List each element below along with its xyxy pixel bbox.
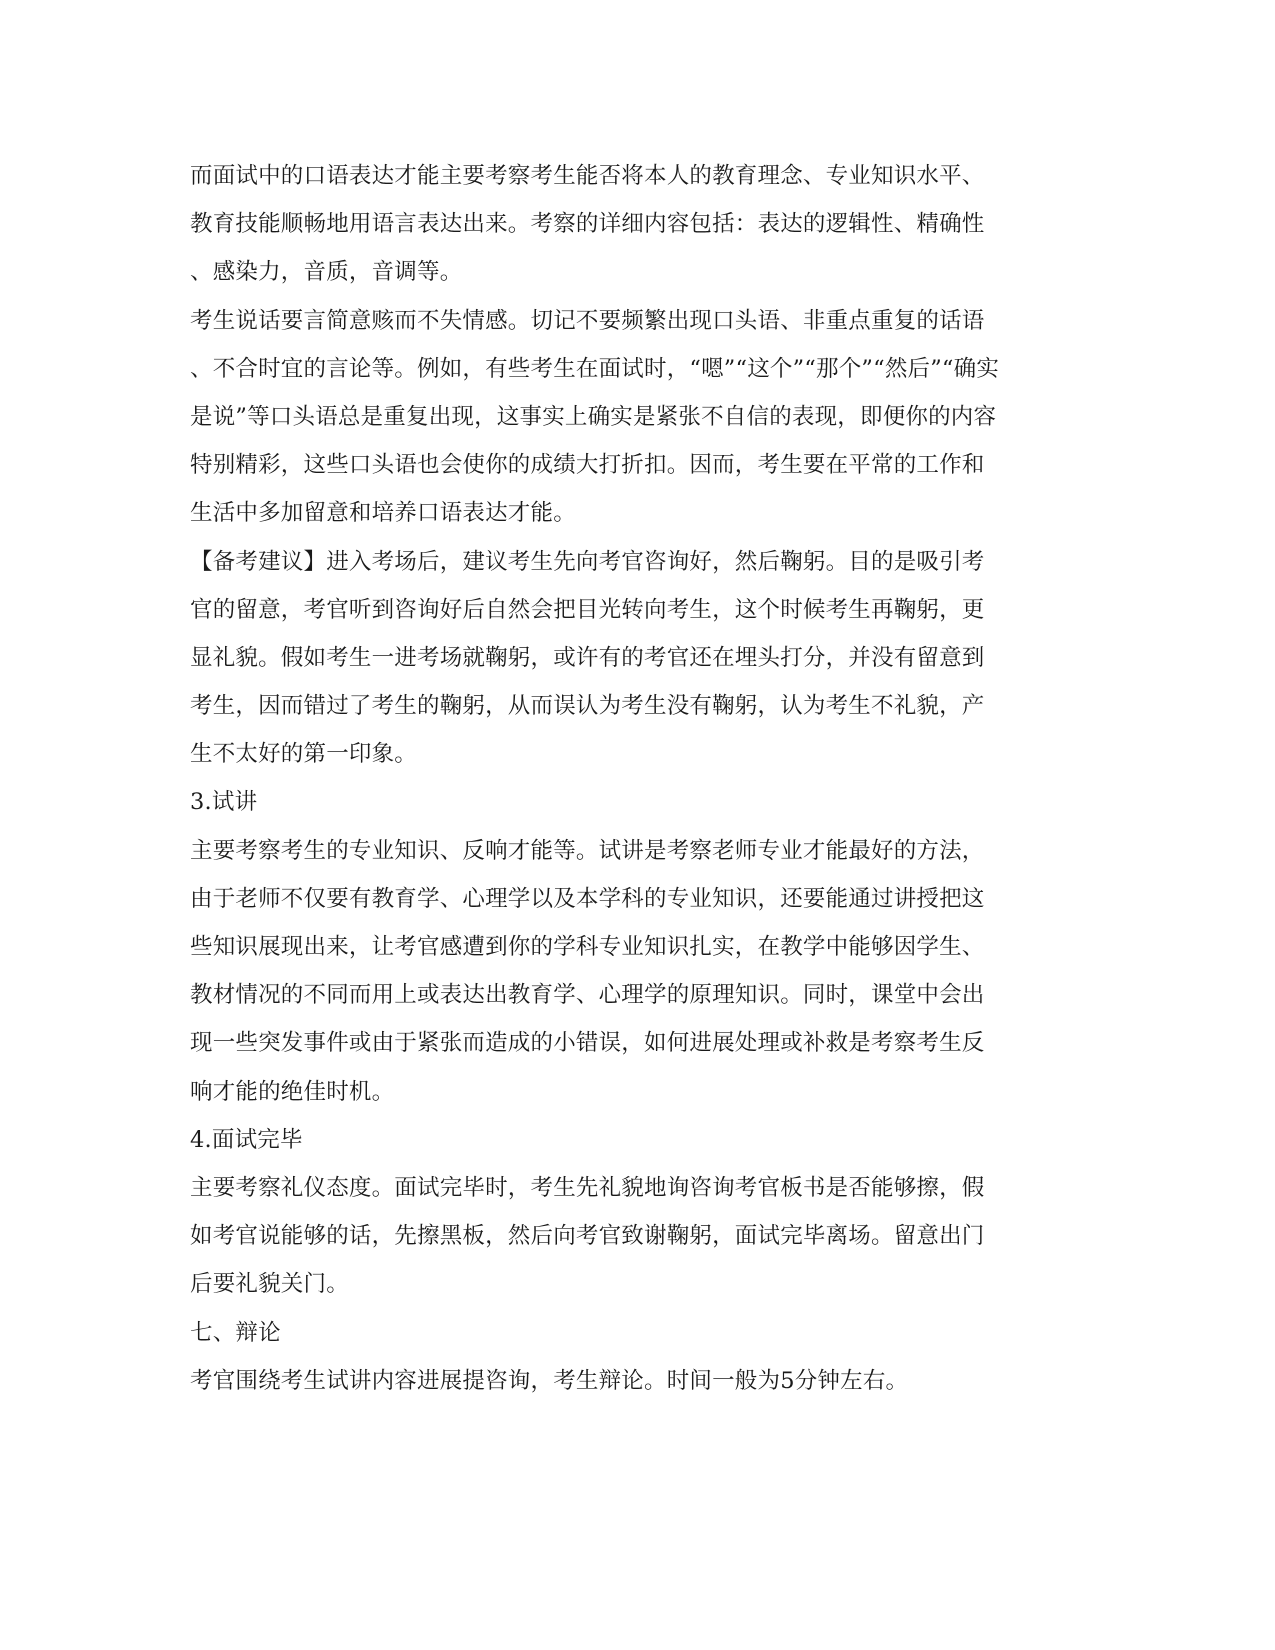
text-line: 而面试中的口语表达才能主要考察考生能否将本人的教育理念、专业知识水平、	[190, 163, 985, 189]
text-line: 、感染力，音质，音调等。	[190, 259, 463, 286]
text-line: 考官围绕考生试讲内容进展提咨询，考生辩论。时间一般为5分钟左右。	[190, 1367, 909, 1394]
text-line: 【备考建议】进入考场后，建议考生先向考官咨询好，然后鞠躬。目的是吸引考	[190, 548, 985, 575]
text-line: 考生，因而错过了考生的鞠躬，从而误认为考生没有鞠躬，认为考生不礼貌，产	[190, 693, 985, 720]
text-line: 主要考察礼仪态度。面试完毕时，考生先礼貌地询咨询考官板书是否能够擦，假	[190, 1174, 985, 1201]
text-line: 是说”等口头语总是重复出现，这事实上确实是紧张不自信的表现，即便你的内容	[190, 403, 997, 430]
text-line: 主要考察考生的专业知识、反响才能等。试讲是考察老师专业才能最好的方法，	[190, 837, 985, 864]
text-line: 响才能的绝佳时机。	[190, 1078, 395, 1105]
text-line: 教材情况的不同而用上或表达出教育学、心理学的原理知识。同时，课堂中会出	[190, 982, 985, 1009]
text-line: 官的留意，考官听到咨询好后自然会把目光转向考生，这个时候考生再鞠躬，更	[190, 596, 985, 623]
section-heading: 4.面试完毕	[190, 1126, 303, 1153]
document-body	[190, 152, 1070, 1405]
text-line: 现一些突发事件或由于紧张而造成的小错误，如何进展处理或补救是考察考生反	[190, 1030, 985, 1057]
text-line: 由于老师不仅要有教育学、心理学以及本学科的专业知识，还要能通过讲授把这	[190, 885, 985, 912]
text-line: 生不太好的第一印象。	[190, 741, 418, 768]
section-heading: 七、辩论	[190, 1319, 281, 1346]
text-line: 、不合时宜的言论等。例如，有些考生在面试时，“嗯”“这个”“那个”“然后”“确实	[190, 355, 1000, 382]
text-line: 教育技能顺畅地用语言表达出来。考察的详细内容包括：表达的逻辑性、精确性	[190, 211, 985, 238]
text-line: 生活中多加留意和培养口语表达才能。	[190, 500, 576, 527]
text-line: 特别精彩，这些口头语也会使你的成绩大打折扣。因而，考生要在平常的工作和	[190, 452, 985, 479]
text-line: 后要礼貌关门。	[190, 1271, 349, 1298]
section-heading: 3.试讲	[190, 789, 258, 816]
text-line: 如考官说能够的话，先擦黑板，然后向考官致谢鞠躬，面试完毕离场。留意出门	[190, 1223, 985, 1250]
text-line: 些知识展现出来，让考官感遭到你的学科专业知识扎实，在教学中能够因学生、	[190, 934, 985, 960]
text-line: 显礼貌。假如考生一进考场就鞠躬，或许有的考官还在埋头打分，并没有留意到	[190, 644, 985, 671]
text-line: 考生说话要言简意赅而不失情感。切记不要频繁出现口头语、非重点重复的话语	[190, 307, 985, 334]
